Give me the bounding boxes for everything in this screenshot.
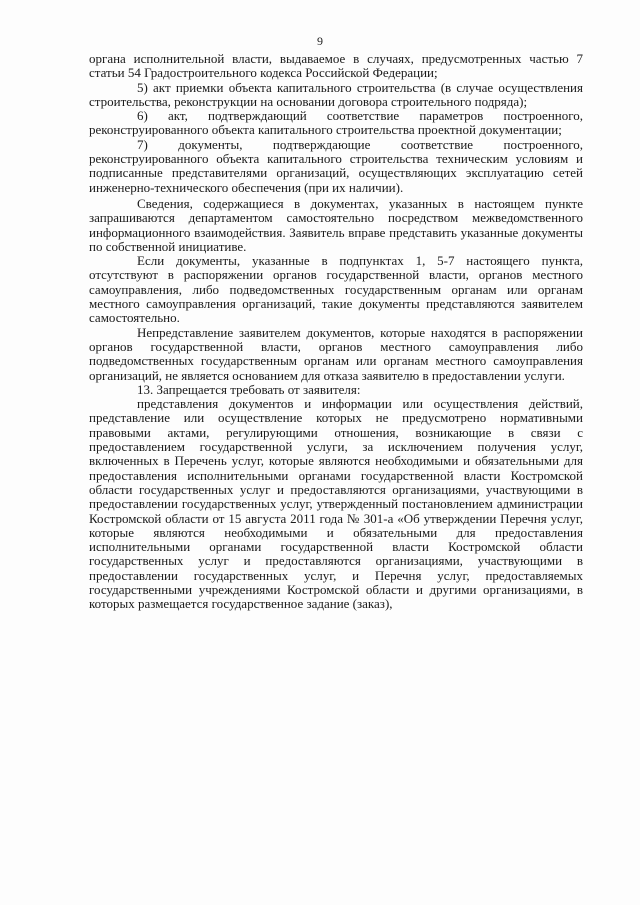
paragraph-non-submission: Непредставление заявителем документов, которые находятся в распоряжении органов государственной власти, органов местного самоуправления либо подведомственных государственным органам или органам местного самоуправления организаций, не является основанием для отказа заявителю в предоставлении услуги. — [89, 324, 583, 383]
paragraph-prohibited-requirements: представления документов и информации или осуществления действий, представление или осуществление которых не предусмотрено нормативными правовыми актами, регулирующими отношения, возникающие в связи с предоставлением государственной услуги, за исключением получения услуг, включенных в Перечень услуг, которые являются необходимыми и обязательными для предоставления исполнительными органами государственной власти Костромской области государственных услуг и предоставляются организациями, участвующими в предоставлении государственных услуг, утвержденный постановлением администрации Костромской области от 15 августа 2011 года № 301-а «Об утверждении Перечня услуг, которые являются необходимыми и обязательными для предоставления исполнительными органами государственной власти Костромской области государственных услуг и предоставляются организациями, участвующими в предоставлении государственных услуг, и Перечня услуг, предоставляемых государственными учреждениями Костромской области и другими организациями, в которых размещается государственное задание (заказ), — [89, 396, 583, 612]
paragraph-missing-documents: Если документы, указанные в подпунктах 1, 5-7 настоящего пункта, отсутствуют в распоряжении органов государственной власти, органов местного самоуправления, либо подведомственных государственным органам или органам местного самоуправления организаций, такие документы представляются заявителем самостоятельно. — [89, 253, 583, 326]
document-body — [89, 52, 583, 612]
paragraph-section-13: 13. Запрещается требовать от заявителя: — [137, 381, 361, 397]
paragraph-continuation: органа исполнительной власти, выдаваемое в случаях, предусмотренных частью 7 статьи 54 Градостроительного кодекса Российской Федерации; — [89, 51, 583, 81]
paragraph-item-6: 6) акт, подтверждающий соответствие параметров построенного, реконструированного объекта капитального строительства проектной документации; — [89, 108, 583, 138]
paragraph-item-7: 7) документы, подтверждающие соответствие построенного, реконструированного объекта капитального строительства техническим условиям и подписанные представителями организаций, осуществляющих эксплуатацию сетей инженерно-технического обеспечения (при их наличии). — [89, 136, 583, 195]
page-number: 9 — [317, 34, 323, 48]
paragraph-information: Сведения, содержащиеся в документах, указанных в настоящем пункте запрашиваются департаментом самостоятельно посредством межведомственного информационного взаимодействия. Заявитель вправе представить указанные документы по собственной инициативе. — [89, 195, 583, 254]
paragraph-item-5: 5) акт приемки объекта капитального строительства (в случае осуществления строительства, реконструкции на основании договора строительного подряда); — [89, 79, 583, 109]
